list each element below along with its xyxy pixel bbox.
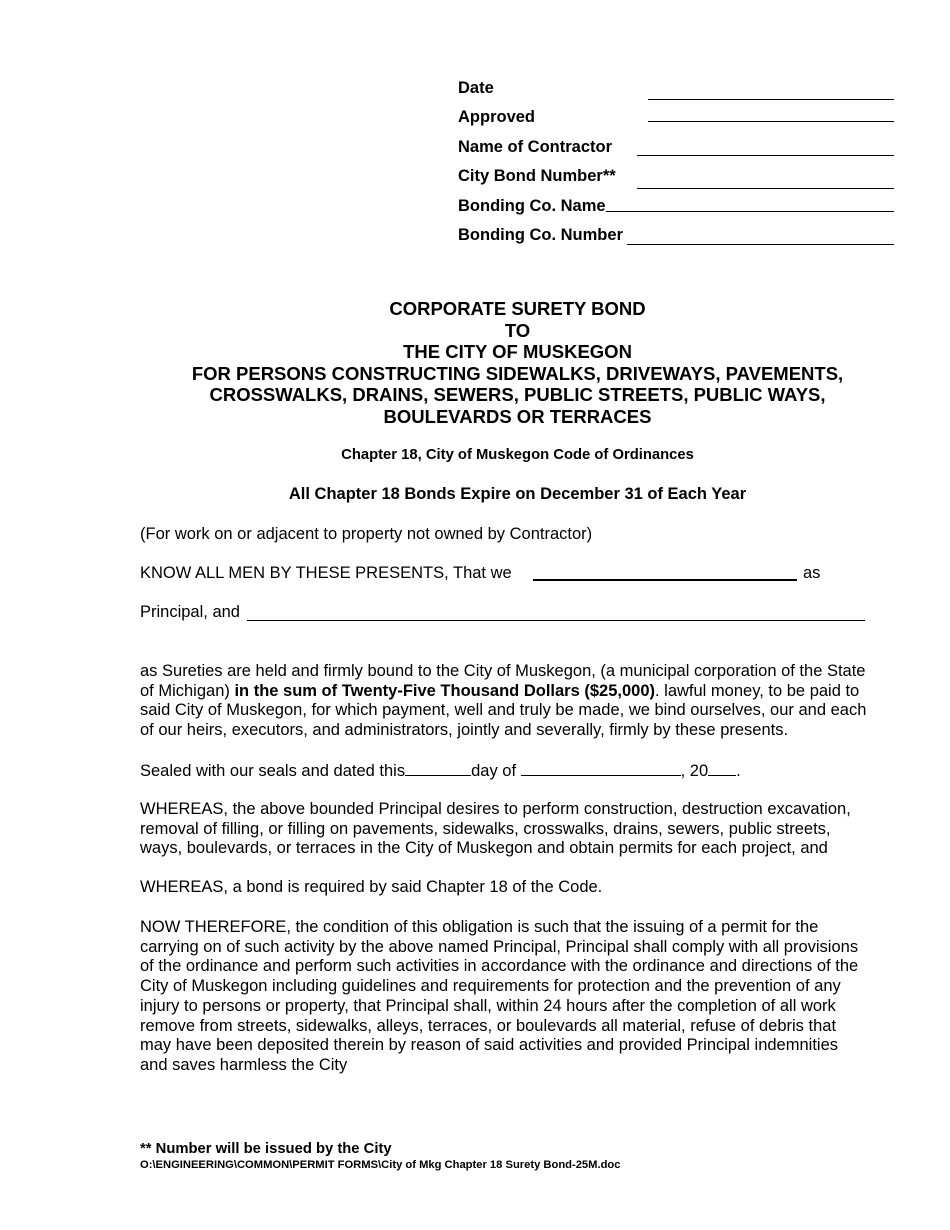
approved-label: Approved [458, 108, 536, 126]
now-therefore-line-3: of the ordinance and perform such activities in accordance with the ordinance and directions of the [140, 957, 859, 976]
year-field[interactable] [708, 761, 736, 776]
sureties-line-2 [140, 682, 900, 702]
document-title [140, 298, 895, 428]
date-label: Date [458, 79, 494, 97]
principal-name-field[interactable] [533, 579, 797, 581]
sureties-line-4: of our heirs, executors, and administrators, jointly and severally, firmly by these presents. [140, 721, 789, 740]
title-line-6: BOULEVARDS OR TERRACES [383, 405, 652, 427]
whereas1-line-2: removal of filling, or filling on pavements, sidewalks, crosswalks, drains, sewers, public streets, [140, 819, 831, 838]
title-line-3: THE CITY OF MUSKEGON [403, 341, 632, 363]
now-therefore-line-8: and saves harmless the City [140, 1055, 348, 1074]
now-therefore-line-5: injury to persons or property, that Principal shall, within 24 hours after the completion of all work [140, 996, 836, 1015]
contractor-name-label: Name of Contractor [458, 138, 613, 156]
chapter-subtitle: Chapter 18, City of Muskegon Code of Ordinances [341, 447, 694, 463]
sealed-text-2: day of [471, 762, 517, 780]
sureties-paragraph [140, 662, 900, 741]
now-therefore-paragraph [140, 918, 900, 1076]
now-therefore-line-6: remove from streets, sidewalks, alleys, terraces, or boulevards all material, refuse of debris that [140, 1016, 837, 1035]
surety-name-field[interactable] [247, 620, 865, 621]
sealed-text-1: Sealed with our seals and dated this [140, 762, 406, 780]
sealed-line [140, 761, 741, 781]
sureties-line-2-prefix: of Michigan) [140, 681, 235, 700]
sealed-text-3: , 20 [680, 762, 709, 780]
bond-amount: in the sum of Twenty-Five Thousand Dollars ($25,000) [234, 681, 655, 700]
for-work-note: (For work on or adjacent to property not owned by Contractor) [140, 525, 593, 543]
month-field[interactable] [521, 761, 681, 776]
sureties-line-1: as Sureties are held and firmly bound to the City of Muskegon, (a municipal corporation of the State [140, 662, 866, 680]
title-line-4: FOR PERSONS CONSTRUCTING SIDEWALKS, DRIVEWAYS, PAVEMENTS, [191, 362, 844, 384]
bonding-co-name-field[interactable] [606, 211, 894, 212]
as-text: as [803, 564, 821, 582]
whereas-paragraph-1 [140, 800, 900, 859]
now-therefore-line-4: City of Muskegon including guidelines and requirements for protection and the prevention of any [140, 977, 841, 996]
city-bond-number-field[interactable] [637, 188, 894, 189]
now-therefore-line-2: carrying on of such activity by the above named Principal, Principal shall comply with all provisions [140, 937, 859, 956]
whereas1-line-1: WHEREAS, the above bounded Principal desires to perform construction, destruction excavation, [140, 800, 851, 818]
title-line-5: CROSSWALKS, DRAINS, SEWERS, PUBLIC STREETS, PUBLIC WAYS, [209, 384, 826, 406]
sealed-text-4: . [736, 762, 741, 780]
date-field[interactable] [648, 99, 894, 100]
whereas-paragraph-2: WHEREAS, a bond is required by said Chapter 18 of the Code. [140, 878, 603, 896]
sureties-line-3: said City of Muskegon, for which payment, well and truly be made, we bind ourselves, our and each [140, 701, 867, 720]
principal-and-text: Principal, and [140, 603, 240, 621]
title-line-1: CORPORATE SURETY BOND [389, 298, 646, 319]
day-field[interactable] [405, 761, 471, 776]
approved-field[interactable] [648, 121, 894, 122]
bonding-co-name-label: Bonding Co. Name [458, 197, 606, 215]
bonding-co-number-label: Bonding Co. Number [458, 226, 623, 244]
contractor-name-field[interactable] [637, 155, 894, 156]
now-therefore-line-7: may have been deposited therein by reason of said activities and provided Principal indemnities [140, 1036, 838, 1055]
footnote: ** Number will be issued by the City [140, 1141, 392, 1157]
file-path: O:\ENGINEERING\COMMON\PERMIT FORMS\City of Mkg Chapter 18 Surety Bond-25M.doc [140, 1159, 621, 1171]
bonding-co-number-field[interactable] [627, 244, 894, 245]
know-all-men-text: KNOW ALL MEN BY THESE PRESENTS, That we [140, 564, 512, 582]
whereas1-line-3: ways, boulevards, or terraces in the City of Muskegon and obtain permits for each project, and [140, 839, 828, 858]
title-line-2: TO [504, 319, 531, 341]
city-bond-number-label: City Bond Number** [458, 167, 616, 185]
sureties-line-2-suffix: . lawful money, to be paid to [655, 681, 860, 700]
expiry-notice: All Chapter 18 Bonds Expire on December 31 of Each Year [288, 485, 747, 503]
now-therefore-line-1: NOW THEREFORE, the condition of this obligation is such that the issuing of a permit for the [140, 918, 819, 936]
